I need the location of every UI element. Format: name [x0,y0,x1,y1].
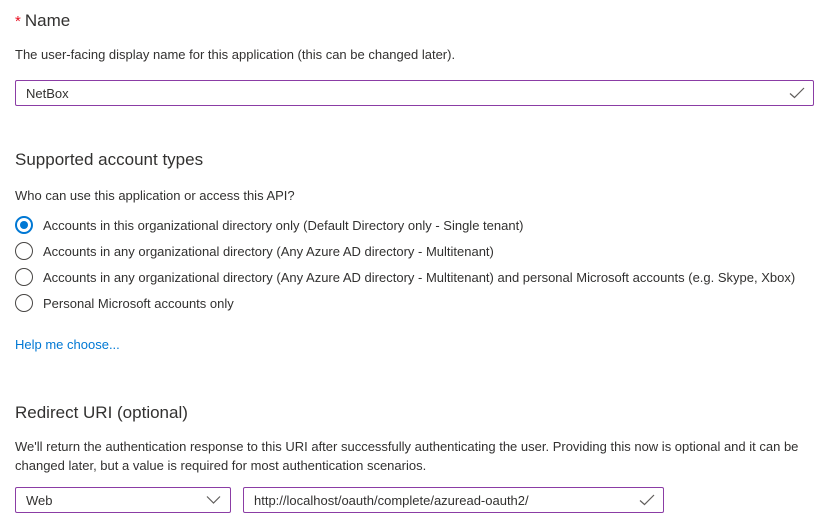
radio-button[interactable] [15,268,33,286]
required-asterisk: * [15,13,21,30]
radio-label: Accounts in any organizational directory (Any Azure AD directory - Multitenant) and personal Microsoft accounts (e.g. Skype, Xbox) [43,269,796,285]
name-title-text: Name [24,11,71,30]
radio-dot [20,221,28,229]
radio-option-multitenant[interactable] [15,238,814,264]
redirect-uri-section-title: Redirect URI (optional) [15,403,188,422]
radio-button[interactable] [15,294,33,312]
uri-input-wrap [243,487,664,513]
account-types-question: Who can use this application or access this API? [15,188,295,203]
radio-button[interactable] [15,216,33,234]
name-input[interactable] [15,80,814,106]
radio-option-multitenant-personal[interactable] [15,264,814,290]
name-section-title [15,0,814,33]
radio-label: Accounts in this organizational directory only (Default Directory only - Single tenant) [43,217,524,233]
chevron-down-icon [206,496,221,505]
radio-button[interactable] [15,242,33,260]
platform-select[interactable] [15,487,231,513]
platform-select-value: Web [26,492,53,508]
radio-option-single-tenant[interactable] [15,212,814,238]
name-input-wrap [15,80,814,106]
account-type-radio-group [15,212,814,316]
help-me-choose-link[interactable]: Help me choose... [15,337,120,352]
account-types-section-title: Supported account types [15,150,204,169]
redirect-uri-input[interactable] [243,487,664,513]
name-description: The user-facing display name for this application (this can be changed later). [15,47,456,62]
redirect-uri-row [15,487,814,513]
radio-label: Accounts in any organizational directory (Any Azure AD directory - Multitenant) [43,243,494,259]
redirect-uri-description: We'll return the authentication response to this URI after successfully authenticating the user. Providing this now is optional and it can be changed later, but a value is required for most authentication scenarios. [15,439,799,473]
radio-option-personal-only[interactable] [15,290,814,316]
radio-label: Personal Microsoft accounts only [43,295,234,311]
